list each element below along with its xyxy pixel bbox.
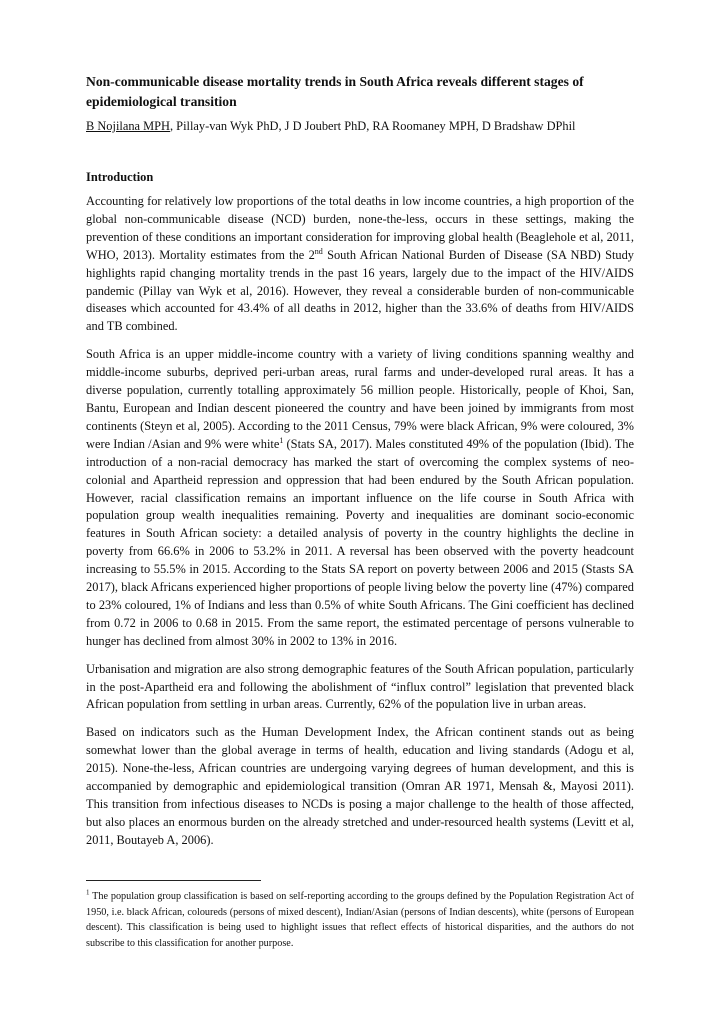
introduction-body [86, 193, 634, 860]
paragraph-2 [86, 346, 634, 650]
paragraph-1-text-a: Accounting for relatively low proportions of the total deaths in low income countries, a high proportion of the global non-communicable disease (NCD) burden, none-the-less, occurs in these settings, making the prevention of these conditions an important consideration for improving global health (Beaglehole et al, 2011, WHO, 2013). Mortality estimates from the 2 [86, 194, 634, 262]
author-line [86, 117, 646, 135]
ordinal-superscript: nd [314, 246, 323, 256]
footnote [86, 889, 634, 951]
co-authors: , Pillay-van Wyk PhD, J D Joubert PhD, RA Roomaney MPH, D Bradshaw DPhil [169, 119, 576, 133]
lead-author: B Nojilana MPH [86, 119, 170, 133]
paragraph-2-text-b: (Stats SA, 2017). Males constituted 49% of the population (Ibid). The introduction of a non-racial democracy has marked the start of overcoming the complex systems of neo-colonial and Apartheid repression and oppression that had been endured by the South African population. However, racial classification remains an important influence on the life course in South Africa with population group wealth inequalities remaining. Poverty and inequalities are dominant socio-economic features in South African society: a detailed analysis of poverty in the country highlights the decline in poverty from 66.6% in 2006 to 53.2% in 2011. A reversal has been observed with the poverty headcount increasing to 55.5% in 2015. According to the Stats SA report on poverty between 2006 and 2015 (Stasts SA 2017), black Africans experienced higher proportions of people living below the poverty line (47%) compared to 23% coloured, 1% of Indians and less than 0.5% of white South Africans. The Gini coefficient has declined from 0.72 in 2006 to 0.68 in 2015. From the same report, the estimated percentage of persons vulnerable to hunger has declined from almost 30% in 2002 to 13% in 2016. [86, 436, 634, 648]
paragraph-4: Based on indicators such as the Human Development Index, the African continent stands out as being somewhat lower than the global average in terms of health, education and living standards (Adogu et al, 2015). None-the-less, African countries are undergoing varying degrees of human development, and this is accompanied by demographic and epidemiological transition (Omran AR 1971, Mensah &, Mayosi 2011). This transition from infectious diseases to NCDs is posing a major challenge to the health of those affected, but also places an enormous burden on the already stretched and under-resourced health systems (Levitt et al, 2011, Boutayeb A, 2006). [86, 725, 634, 847]
footnote-text: The population group classification is based on self-reporting according to the groups defined by the Population Registration Act of 1950, i.e. black African, coloureds (persons of mixed descent), Indian/Asian (persons of Indian descents), white (persons of European descent). This classification is being used to highlight issues that reflect effects of historical disparities, and the authors do not subscribe to this classification for another purpose. [86, 891, 634, 949]
paragraph-1 [86, 193, 634, 336]
footnote-reference[interactable]: 1 [279, 435, 284, 445]
paragraph-1-text-b: South African National Burden of Disease (SA NBD) Study highlights rapid changing mortality trends in the past 16 years, largely due to the impact of the HIV/AIDS pandemic (Pillay van Wyk et al, 2016). However, they reveal a considerable burden of non-communicable diseases which accounted for 43.4% of all deaths in 2012, higher than the 33.6% of deaths from HIV/AIDS and TB combined. [86, 247, 634, 334]
paragraph-3: Urbanisation and migration are also strong demographic features of the South African population, particularly in the post-Apartheid era and following the abolishment of “influx control” legislation that prevented black African population from settling in urban areas. Currently, 62% of the population live in urban areas. [86, 661, 634, 712]
section-heading-introduction: Introduction [86, 170, 154, 184]
paper-title: Non-communicable disease mortality trends in South Africa reveals different stages of epidemiological transition [86, 74, 584, 109]
footnote-marker: 1 [86, 888, 90, 897]
paragraph-2-text-a: South Africa is an upper middle-income country with a variety of living conditions spanning wealthy and middle-income suburbs, deprived peri-urban areas, rural farms and under-developed rural areas. It has a diverse population, currently totalling approximately 56 million people. Historically, people of Khoi, San, Bantu, European and Indian descent pioneered the country and have been joined by immigrants from most continents (Steyn et al, 2005). According to the 2011 Census, 79% were black African, 9% were coloured, 3% were Indian /Asian and 9% were white [86, 347, 634, 451]
footnote-divider [86, 880, 261, 881]
